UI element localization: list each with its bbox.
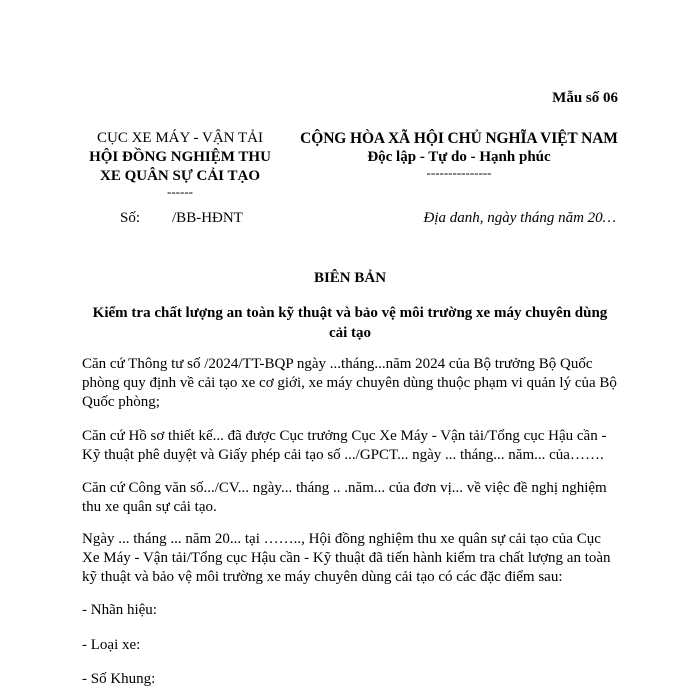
- document-number-suffix: /BB-HĐNT: [172, 210, 243, 226]
- field-vehicle-type: - Loại xe:: [82, 637, 141, 653]
- country-name: CỘNG HÒA XÃ HỘI CHỦ NGHĨA VIỆT NAM: [300, 130, 618, 147]
- field-chassis-number: - Số Khung:: [82, 671, 156, 687]
- document-title: BIÊN BẢN: [313, 270, 387, 286]
- place-and-date: Địa danh, ngày tháng năm 20…: [423, 210, 616, 226]
- document-subtitle: Kiểm tra chất lượng an toàn kỹ thuật và bảo vệ môi trường xe máy chuyên dùng cải tạo: [92, 305, 608, 341]
- national-motto-block: [286, 129, 632, 179]
- paragraph-legal-basis-1: Căn cứ Thông tư số /2024/TT-BQP ngày ...tháng...năm 2024 của Bộ trưởng Bộ Quốc phòng quy định về cải tạo xe cơ giới, xe máy chuyên dùng thuộc phạm vi quản lý của Bộ Quốc phòng;: [82, 356, 617, 410]
- field-brand: - Nhãn hiệu:: [82, 602, 157, 618]
- motto-divider: ---------------: [426, 165, 492, 180]
- agency-divider: ------: [167, 184, 193, 199]
- agency-name: CỤC XE MÁY - VẬN TẢI: [97, 130, 263, 146]
- issuing-agency-block: [82, 129, 278, 198]
- form-number: Mẫu số 06: [552, 90, 618, 106]
- document-number: [120, 209, 243, 228]
- paragraph-legal-basis-2: Căn cứ Hồ sơ thiết kế... đã được Cục trưởng Cục Xe Máy - Vận tải/Tổng cục Hậu cần - Kỹ thuật phê duyệt và Giấy phép cải tạo số .../GPCT... ngày ... tháng... năm... của…….: [82, 428, 607, 463]
- council-name: HỘI ĐỒNG NGHIỆM THU: [89, 149, 271, 165]
- paragraph-legal-basis-3: Căn cứ Công văn số.../CV... ngày... tháng .. .năm... của đơn vị... về việc đề nghị nghiệm thu xe quân sự cải tạo.: [82, 480, 607, 515]
- national-motto: Độc lập - Tự do - Hạnh phúc: [367, 149, 551, 165]
- document-number-prefix: Số:: [120, 210, 141, 226]
- paragraph-inspection: Ngày ... tháng ... năm 20... tại …….., Hội đồng nghiệm thu xe quân sự cải tạo của Cục Xe Máy - Vận tải/Tổng cục Hậu cần - Kỹ thuật đã tiến hành kiểm tra chất lượng an toàn kỹ thuật và bảo vệ môi trường xe máy chuyên dùng cải tạo có các đặc điểm sau:: [82, 531, 611, 585]
- council-name-line2: XE QUÂN SỰ CẢI TẠO: [99, 168, 261, 184]
